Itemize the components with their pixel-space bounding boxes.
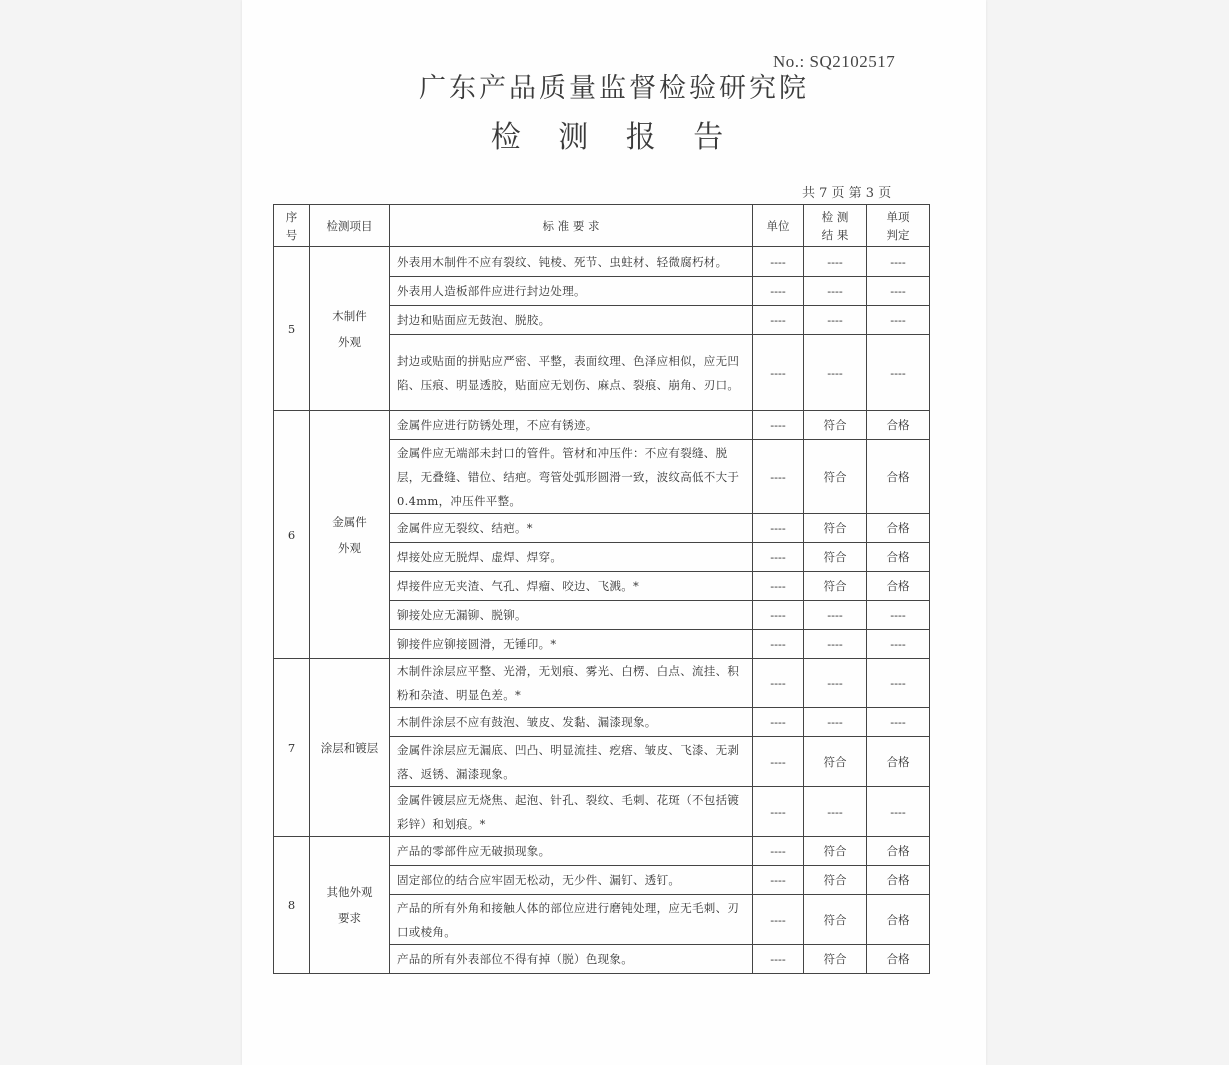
judgement-cell: ---- xyxy=(867,277,930,306)
judgement-cell: ---- xyxy=(867,306,930,335)
requirement-cell: 封边和贴面应无鼓泡、脱胶。 xyxy=(390,306,753,335)
result-cell: ---- xyxy=(804,306,867,335)
judgement-cell: ---- xyxy=(867,630,930,659)
group-item-cell xyxy=(310,659,390,837)
requirement-cell: 固定部位的结合应牢固无松动，无少件、漏钉、透钉。 xyxy=(390,866,753,895)
result-cell: ---- xyxy=(804,708,867,737)
requirement-cell: 产品的所有外表部位不得有掉（脱）色现象。 xyxy=(390,945,753,974)
unit-cell: ---- xyxy=(753,708,804,737)
unit-cell: ---- xyxy=(753,306,804,335)
judgement-cell: ---- xyxy=(867,787,930,837)
requirement-cell: 铆接处应无漏铆、脱铆。 xyxy=(390,601,753,630)
result-cell: ---- xyxy=(804,787,867,837)
group-item-label: 其他外观 xyxy=(326,885,373,899)
judgement-cell: 合格 xyxy=(867,572,930,601)
unit-cell: ---- xyxy=(753,787,804,837)
result-cell: 符合 xyxy=(804,514,867,543)
group-item-label: 涂层和镀层 xyxy=(320,740,379,755)
result-cell: ---- xyxy=(804,277,867,306)
requirement-cell: 封边或贴面的拼贴应严密、平整，表面纹理、色泽应相似，应无凹陷、压痕、明显透胶，贴面应无划伤、麻点、裂痕、崩角、刃口。 xyxy=(390,335,753,411)
result-cell: ---- xyxy=(804,601,867,630)
result-cell: 符合 xyxy=(804,440,867,514)
judgement-cell: ---- xyxy=(867,708,930,737)
column-header-unit: 单位 xyxy=(753,205,804,247)
requirement-cell: 金属件应进行防锈处理，不应有锈迹。 xyxy=(390,411,753,440)
unit-cell: ---- xyxy=(753,601,804,630)
unit-cell: ---- xyxy=(753,630,804,659)
requirement-cell: 金属件涂层应无漏底、凹凸、明显流挂、疙瘩、皱皮、飞漆、无剥落、返锈、漏漆现象。 xyxy=(390,737,753,787)
unit-cell: ---- xyxy=(753,514,804,543)
result-cell: 符合 xyxy=(804,945,867,974)
unit-cell: ---- xyxy=(753,572,804,601)
report-page xyxy=(242,0,986,1065)
judgement-cell: 合格 xyxy=(867,411,930,440)
judgement-cell: 合格 xyxy=(867,945,930,974)
unit-cell: ---- xyxy=(753,866,804,895)
judgement-cell: 合格 xyxy=(867,737,930,787)
table-row xyxy=(274,411,930,440)
report-number: No.: SQ2102517 xyxy=(773,52,896,71)
judgement-cell: 合格 xyxy=(867,440,930,514)
judgement-cell: 合格 xyxy=(867,895,930,945)
requirement-cell: 金属件镀层应无烧焦、起泡、针孔、裂纹、毛刺、花斑（不包括镀彩锌）和划痕。* xyxy=(390,787,753,837)
group-seq-cell: 8 xyxy=(274,837,310,974)
judgement-cell: 合格 xyxy=(867,837,930,866)
requirement-cell: 焊接处应无脱焊、虚焊、焊穿。 xyxy=(390,543,753,572)
page-indicator: 共 7 页 第 3 页 xyxy=(802,186,892,201)
requirement-cell: 焊接件应无夹渣、气孔、焊瘤、咬边、飞溅。* xyxy=(390,572,753,601)
unit-cell: ---- xyxy=(753,440,804,514)
column-header-item: 检测项目 xyxy=(310,205,390,247)
unit-cell: ---- xyxy=(753,837,804,866)
unit-cell: ---- xyxy=(753,945,804,974)
group-item-label: 要求 xyxy=(338,911,361,925)
group-item-cell xyxy=(310,837,390,974)
judgement-cell: ---- xyxy=(867,659,930,708)
judgement-cell: ---- xyxy=(867,601,930,630)
result-cell: ---- xyxy=(804,630,867,659)
requirement-cell: 金属件应无裂纹、结疤。* xyxy=(390,514,753,543)
result-cell: ---- xyxy=(804,335,867,411)
judgement-cell: 合格 xyxy=(867,543,930,572)
table-row xyxy=(274,247,930,277)
table-row xyxy=(274,659,930,708)
requirement-cell: 外表用人造板部件应进行封边处理。 xyxy=(390,277,753,306)
group-item-label: 外观 xyxy=(338,540,361,555)
unit-cell: ---- xyxy=(753,659,804,708)
organization-name: 广东产品质量监督检验研究院 xyxy=(419,73,809,104)
document-title: 检 测 报 告 xyxy=(490,120,738,155)
requirement-cell: 木制件涂层应平整、光滑，无划痕、雾光、白楞、白点、流挂、积粉和杂渣、明显色差。* xyxy=(390,659,753,708)
requirement-cell: 木制件涂层不应有鼓泡、皱皮、发黏、漏漆现象。 xyxy=(390,708,753,737)
requirement-cell: 金属件应无端部未封口的管件。管材和冲压件：不应有裂缝、脱层，无叠缝、错位、结疤。弯管处弧形圆滑一致，波纹高低不大于0.4mm，冲压件平整。 xyxy=(390,440,753,514)
group-item-cell xyxy=(310,247,390,411)
unit-cell: ---- xyxy=(753,277,804,306)
group-seq-cell: 6 xyxy=(274,411,310,659)
group-item-label: 木制件 xyxy=(332,308,367,323)
unit-cell: ---- xyxy=(753,411,804,440)
column-header-judgement: 单项 判定 xyxy=(867,205,930,247)
unit-cell: ---- xyxy=(753,335,804,411)
group-item-cell xyxy=(310,411,390,659)
result-cell: 符合 xyxy=(804,543,867,572)
group-item-label: 外观 xyxy=(338,334,361,349)
table-header-row xyxy=(274,205,930,247)
unit-cell: ---- xyxy=(753,543,804,572)
requirement-cell: 外表用木制件不应有裂纹、钝棱、死节、虫蛀材、轻微腐朽材。 xyxy=(390,247,753,277)
judgement-cell: ---- xyxy=(867,335,930,411)
result-cell: ---- xyxy=(804,247,867,277)
unit-cell: ---- xyxy=(753,895,804,945)
column-header-requirement: 标 准 要 求 xyxy=(390,205,753,247)
table-row xyxy=(274,837,930,866)
judgement-cell: ---- xyxy=(867,247,930,277)
result-cell: 符合 xyxy=(804,837,867,866)
result-cell: 符合 xyxy=(804,737,867,787)
unit-cell: ---- xyxy=(753,247,804,277)
result-cell: ---- xyxy=(804,659,867,708)
column-header-seq: 序 号 xyxy=(274,205,310,247)
requirement-cell: 产品的零部件应无破损现象。 xyxy=(390,837,753,866)
judgement-cell: 合格 xyxy=(867,514,930,543)
result-cell: 符合 xyxy=(804,895,867,945)
column-header-result: 检 测 结 果 xyxy=(804,205,867,247)
result-cell: 符合 xyxy=(804,572,867,601)
judgement-cell: 合格 xyxy=(867,866,930,895)
group-item-label: 金属件 xyxy=(332,514,367,529)
unit-cell: ---- xyxy=(753,737,804,787)
requirement-cell: 产品的所有外角和接触人体的部位应进行磨钝处理，应无毛刺、刃口或棱角。 xyxy=(390,895,753,945)
group-seq-cell: 5 xyxy=(274,247,310,411)
group-seq-cell: 7 xyxy=(274,659,310,837)
requirement-cell: 铆接件应铆接圆滑，无锤印。* xyxy=(390,630,753,659)
result-cell: 符合 xyxy=(804,411,867,440)
result-cell: 符合 xyxy=(804,866,867,895)
inspection-table xyxy=(273,204,930,974)
